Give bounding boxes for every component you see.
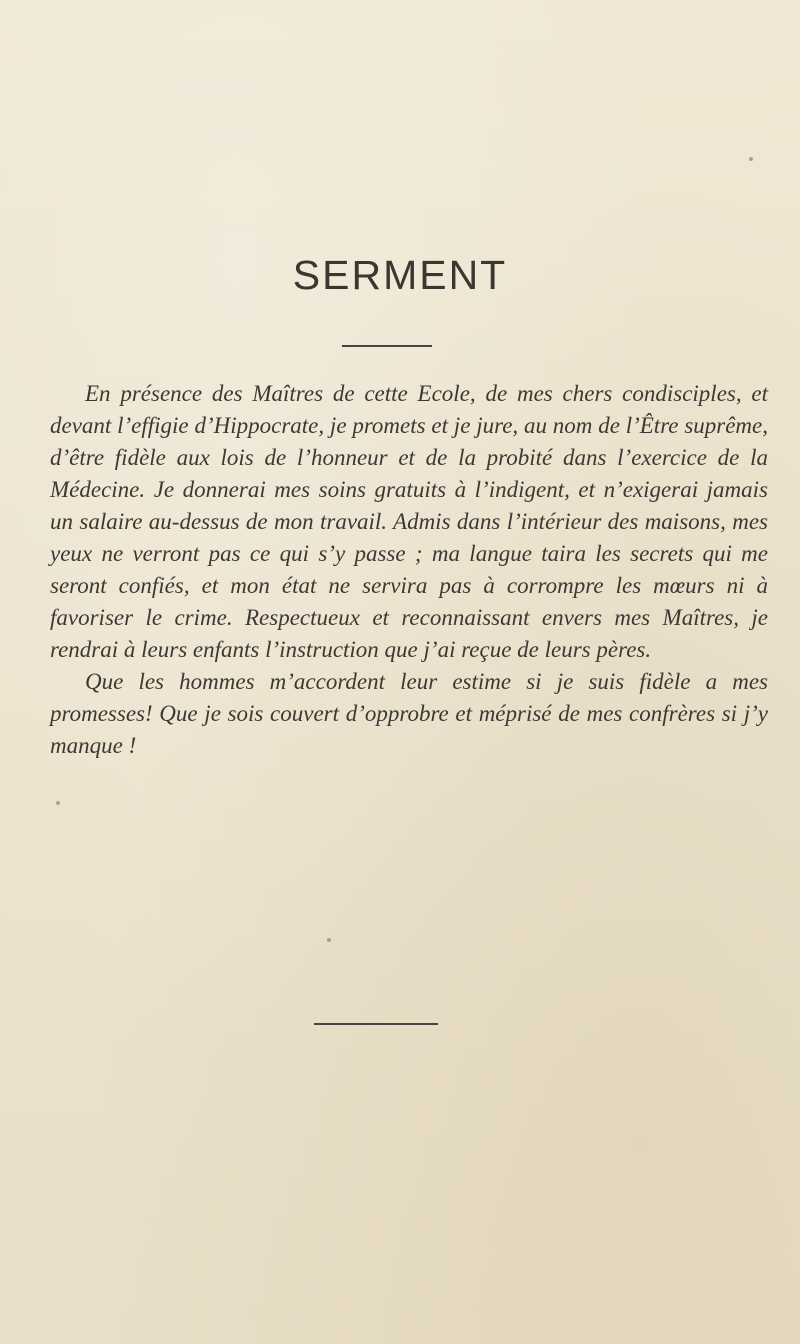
title-divider [342,345,432,347]
paper-speck [327,938,331,942]
oath-paragraph-2: Que les hommes m’accordent leur estime si je suis fidèle a mes promesses! Que je sois couvert d’opprobre et méprisé de mes confrères si j’y manque ! [50,669,768,758]
document-title: SERMENT [292,252,508,298]
closing-divider [314,1023,438,1025]
oath-text [50,378,768,762]
oath-paragraph-1: En présence des Maîtres de cette Ecole, de mes chers condisciples, et devant l’effigie d’Hippocrate, je promets et je jure, au nom de l’Être suprême, d’être fidèle aux lois de l’honneur et de la probité dans l’exercice de la Médecine. Je donnerai mes soins gratuits à l’indigent, et n’exigerai jamais un salaire au-dessus de mon travail. Admis dans l’intérieur des maisons, mes yeux ne verront pas ce qui s’y passe ; ma langue taira les secrets qui me seront confiés, et mon état ne servira pas à corrompre les mœurs ni à favoriser le crime. Respectueux et reconnaissant envers mes Maîtres, je rendrai à leurs enfants l’instruction que j’ai reçue de leurs pères. [50,381,768,662]
paper-speck [749,157,753,161]
paper-speck [56,801,60,805]
